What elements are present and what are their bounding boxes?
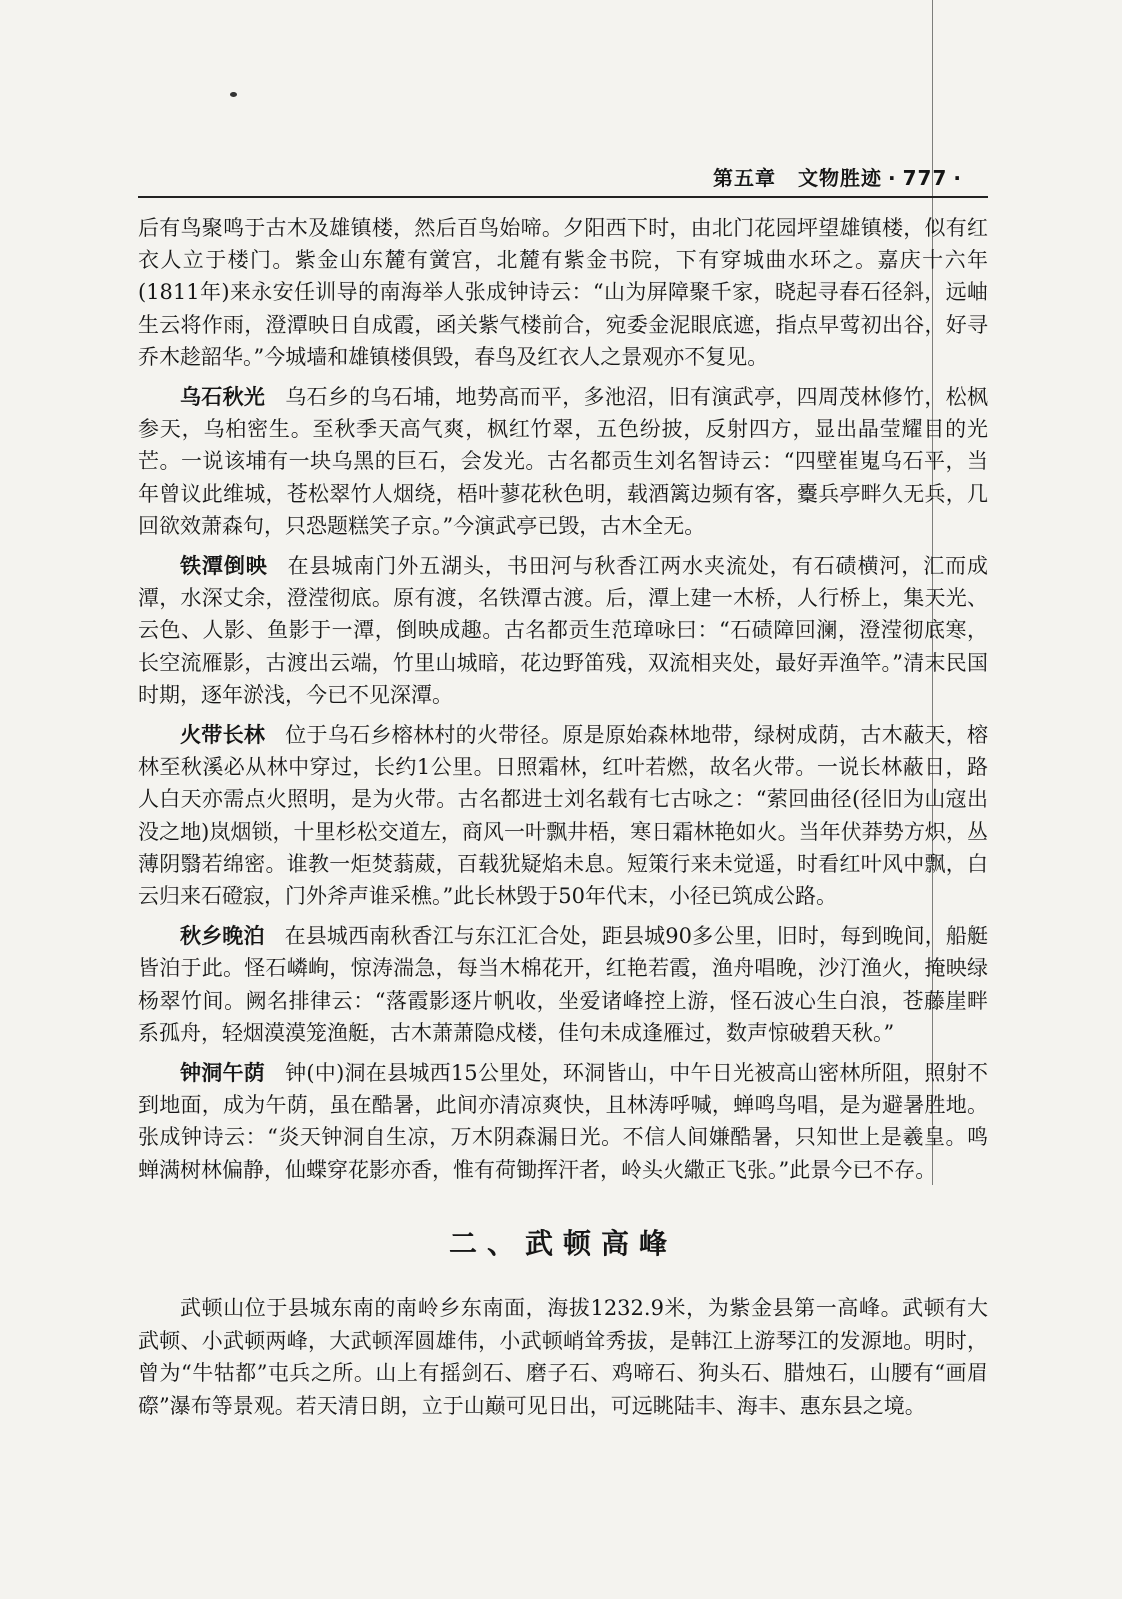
main-text — [138, 212, 988, 1186]
paragraph-text: 乌石乡的乌石埔，地势高而平，多池沼，旧有演武亭，四周茂林修竹，松枫参天，乌桕密生。至秋季天高气爽，枫红竹翠，五色纷披，反射四方，显出晶莹耀目的光芒。一说该埔有一块乌黑的巨石，会发光。古名都贡生刘名智诗云：“四壁崔嵬乌石平，当年曾议此维城，苍松翠竹人烟绕，梧叶蓼花秋色明，载酒篱边频有客，櫜兵亭畔久无兵，几回欲效萧森句，只恐题糕笑子京。”今演武亭已毁，古木全无。 — [138, 385, 989, 538]
scenic-term: 火带长林 — [180, 723, 266, 748]
scenic-term: 乌石秋光 — [180, 385, 266, 410]
paragraph-text: 在县城西南秋香江与东江汇合处，距县城90多公里，旧时，每到晚间，船艇皆泊于此。怪石嶙峋，惊涛湍急，每当木棉花开，红艳若霞，渔舟唱晚，沙汀渔火，掩映绿杨翠竹间。阙名排律云：“落霞影逐片帆收，坐爱诸峰控上游，怪石波心生白浪，苍藤崖畔系孤舟，轻烟漠漠笼渔艇，古木萧萧隐戍楼，佳句未成逢雁过，数声惊破碧天秋。” — [138, 924, 989, 1045]
paragraph-zhongdong-wuyin — [138, 1057, 988, 1186]
header-text: 第五章 文物胜迹 · 777 · — [713, 166, 962, 190]
paragraph-wushi-qiuguang — [138, 381, 988, 542]
paragraph-text: 武顿山位于县城东南的南岭乡东南面，海拔1232.9米，为紫金县第一高峰。武顿有大武顿、小武顿两峰，大武顿浑圆雄伟，小武顿峭耸秀拔，是韩江上游琴江的发源地。明时，曾为“牛牯都”屯兵之所。山上有摇剑石、磨子石、鸡啼石、狗头石、腊烛石，山腰有“画眉磜”瀑布等景观。若天清日朗，立于山巅可见日出，可远眺陆丰、海丰、惠东县之境。 — [138, 1296, 988, 1418]
paragraph-huodai-changlin — [138, 719, 988, 912]
paragraph-text: 在县城南门外五湖头，书田河与秋香江两水夹流处，有石碛横河，汇而成潭，水深丈余，澄滢彻底。原有渡，名铁潭古渡。后，潭上建一木桥，人行桥上，集天光、云色、人影、鱼影于一潭，倒映成趣。古名都贡生范璋咏曰：“石碛障回澜，澄滢彻底寒，长空流雁影，古渡出云端，竹里山城暗，花边野笛残，双流相夹处，最好弄渔竿。”清末民国时期，逐年淤浅，今已不见深潭。 — [138, 554, 989, 707]
paragraph-qiuxiang-wanbo — [138, 920, 988, 1049]
scenic-term: 秋乡晚泊 — [180, 924, 265, 949]
paragraph-continued — [138, 212, 988, 373]
paragraph-tietan-daoying — [138, 550, 988, 711]
chapter-label: 第五章 — [713, 166, 777, 190]
paragraph-wudun — [138, 1292, 988, 1422]
paragraph-text: 后有鸟聚鸣于古木及雄镇楼，然后百鸟始啼。夕阳西下时，由北门花园坪望雄镇楼，似有红衣人立于楼门。紫金山东麓有黉宫，北麓有紫金书院，下有穿城曲水环之。嘉庆十六年(1811年)来永安任训导的南海举人张成钟诗云：“山为屏障聚千家，晓起寻春石径斜，远岫生云将作雨，澄潭映日自成霞，函关紫气楼前合，宛委金泥眼底遮，指点早莺初出谷，好寻乔木趁韶华。”今城墙和雄镇楼俱毁，春鸟及红衣人之景观亦不复见。 — [138, 216, 988, 369]
section-heading: 二、武顿高峰 — [448, 1227, 677, 1260]
scenic-term: 铁潭倒映 — [180, 554, 268, 579]
scenic-term: 钟洞午荫 — [180, 1061, 266, 1086]
running-header — [138, 160, 988, 198]
section-text — [138, 1292, 988, 1422]
page-number: 777 — [902, 166, 948, 190]
paragraph-text: 位于乌石乡榕林村的火带径。原是原始森林地带，绿树成荫，古木蔽天，榕林至秋溪必从林中穿过，长约1公里。日照霜林，红叶若燃，故名火带。一说长林蔽日，路人白天亦需点火照明，是为火带。古名都进士刘名载有七古咏之：“萦回曲径(径旧为山寇出没之地)岚烟锁，十里杉松交道左，商风一叶飘井梧，寒日霜林艳如火。当年伏莽势方炽，丛薄阴翳若绵密。谁教一炬焚蓊葳，百载犹疑焰未息。短策行来未觉遥，时看红叶风中飘，白云归来石磴寂，门外斧声谁采樵。”此长林毁于50年代末，小径已筑成公路。 — [138, 723, 989, 909]
chapter-title: 文物胜迹 — [798, 166, 883, 190]
paragraph-text: 钟(中)洞在县城西15公里处，环洞皆山，中午日光被高山密林所阻，照射不到地面，成为午荫，虽在酷暑，此间亦清凉爽快，且林涛呼喊，蝉鸣鸟唱，是为避暑胜地。张成钟诗云：“炎天钟洞自生凉，万木阴森漏日光。不信人间嫌酷暑，只知世上是羲皇。鸣蝉满树林偏静，仙蝶穿花影亦香，惟有荷锄挥汗者，岭头火繖正飞张。”此景今已不存。 — [138, 1061, 989, 1182]
scan-speck — [230, 92, 237, 97]
